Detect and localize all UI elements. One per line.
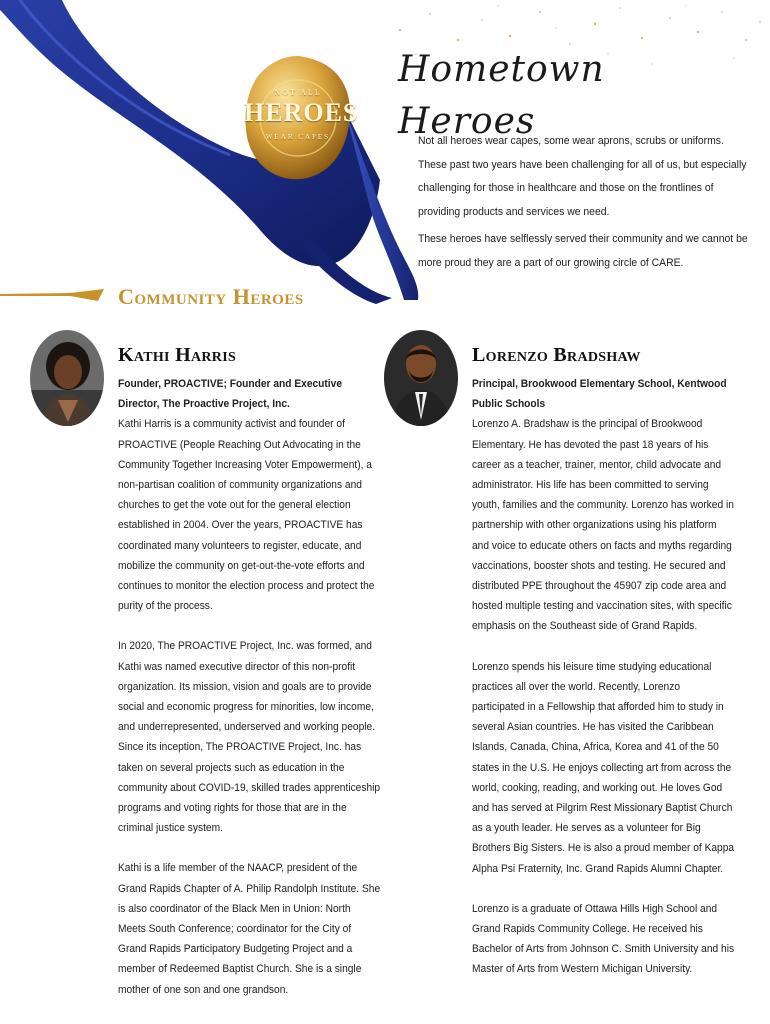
profile-kathi-harris: [118, 340, 380, 1000]
person-name: Kathi Harris: [118, 344, 237, 366]
intro-paragraph-2: These heroes have selflessly served their community and we cannot be more proud they are a part of our growing circle of CARE.: [418, 233, 748, 269]
bio-paragraph: Lorenzo is a graduate of Ottawa Hills High School and Grand Rapids Community College. He received his Bachelor of Arts from Johnson C. Smith University and his Master of Arts from Western Michigan University.: [472, 902, 735, 976]
bio-paragraph: Kathi is a life member of the NAACP, president of the Grand Rapids Chapter of A. Philip Randolph Institute. She is also coordinator of the Black Men in Union: North Meets South Conference; coordinator for the City of Grand Rapids Participatory Budgeting Project and a member of Redeemed Baptist Church. She is a single mother of one son and one grandson.: [118, 862, 381, 996]
bio-paragraph: Kathi Harris is a community activist and founder of PROACTIVE (People Reaching Out Advocating in the Community Together Increasing Voter Empowerment), a non-partisan coalition of community organizations and churches to get the vote out for the general election established in 2004. Over the years, PROACTIVE has coordinated many volunteers to register, educate, and mobilize the community on get-out-the-vote efforts and continues to monitor the election process and protect the purity of the process.: [118, 418, 375, 613]
bio-paragraph: Lorenzo spends his leisure time studying educational practices all over the world. Recently, Lorenzo participated in a Fellowship that afforded him to study in several Asian countries. He has visited the Caribbean Islands, Canada, China, Africa, Korea and 41 of the 50 states in the U.S. He enjoys collecting art from across the world, cooking, reading, and working out. He loves God and has served at Pilgrim Rest Missionary Baptist Church as a youth leader. He serves as a volunteer for Big Brothers Big Sisters. He is also a proud member of Kappa Alpha Psi Fraternity, Inc. Grand Rapids Alumni Chapter.: [472, 660, 735, 875]
section-divider-line: [0, 288, 104, 302]
profile-lorenzo-bradshaw: [472, 340, 734, 980]
kathi-harris-photo: [30, 330, 104, 426]
seal-text-bottom: WEAR CAPES: [265, 133, 331, 141]
person-role: Founder, PROACTIVE; Founder and Executive Director, The Proactive Project, Inc.: [118, 378, 343, 411]
person-role: Principal, Brookwood Elementary School, Kentwood Public Schools: [472, 378, 727, 411]
lorenzo-bradshaw-photo: [384, 330, 458, 426]
bio-paragraph: Lorenzo A. Bradshaw is the principal of Brookwood Elementary. He has devoted the past 18 years of his career as a teacher, trainer, mentor, child advocate and administrator. His life has been committed to serving youth, families and the community. Lorenzo has worked in partnership with other organizations using his platform and voice to educate others on facts and myths regarding vaccinations, booster shots and testing. He secured and distributed PPE throughout the 45907 zip code area and hosted multiple testing and vaccination sites, with specific emphasis on the Southeast side of Grand Rapids.: [472, 418, 734, 633]
seal-text-heroes: HEROES: [244, 98, 359, 127]
blue-ribbon-graphic: [0, 0, 440, 310]
person-name: Lorenzo Bradshaw: [472, 344, 641, 366]
intro-paragraph-1: Not all heroes wear capes, some wear aprons, scrubs or uniforms. These past two years have been challenging for all of us, but especially challenging for those in healthcare and those on the frontlines of providing products and services we need.: [418, 135, 747, 218]
page-title: Hometown Heroes: [398, 49, 605, 142]
bio-paragraph: In 2020, The PROACTIVE Project, Inc. was formed, and Kathi was named executive director of this non-profit organization. Its mission, vision and goals are to provide social and economic progress for minorities, low income, and underrepresented, underserved and working people. Since its inception, The PROACTIVE Project, Inc. has taken on several projects such as education in the community about COVID-19, skilled trades apprenticeship programs and voting rights for those that are in the criminal justice system.: [118, 640, 381, 835]
seal-text-top: NOT ALL: [274, 88, 322, 97]
section-title: Community Heroes: [118, 284, 304, 309]
